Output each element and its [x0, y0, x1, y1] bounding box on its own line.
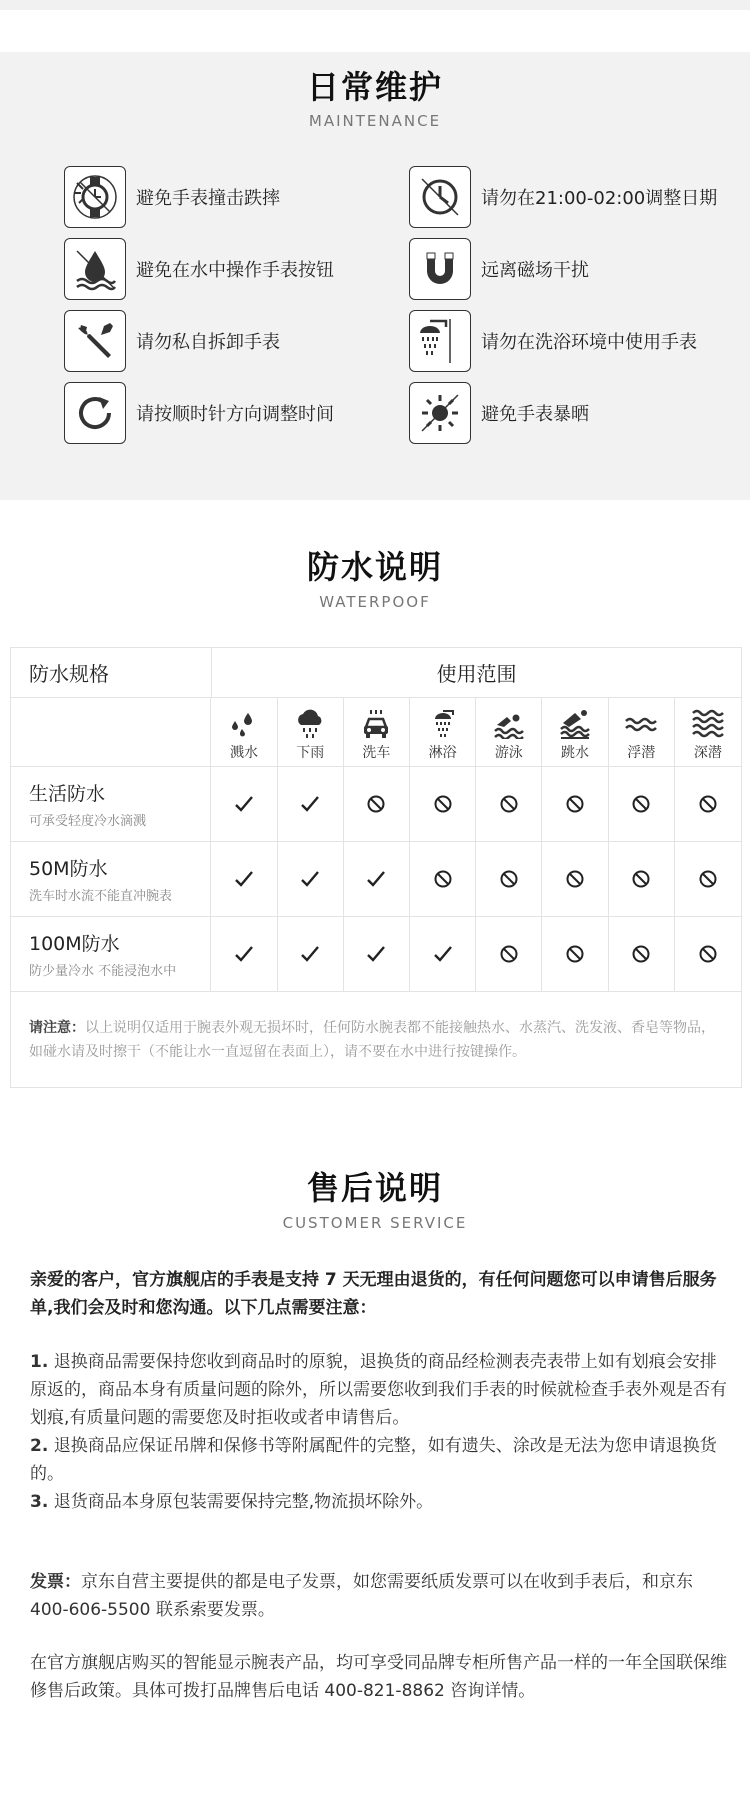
- car-wash-icon: [360, 709, 392, 739]
- maintenance-item: [64, 166, 280, 228]
- maintenance-item-text: 请勿私自拆卸手表: [136, 332, 280, 353]
- maintenance-item-text: 避免在水中操作手表按钮: [136, 260, 334, 281]
- prohibited-icon: [609, 767, 675, 841]
- swim-icon: [493, 709, 525, 739]
- table-row: [11, 842, 741, 917]
- activity-rain: 下雨: [278, 698, 344, 766]
- prohibited-icon: [410, 842, 476, 916]
- no-clock-adjust-icon: [409, 166, 471, 228]
- prohibited-icon: [410, 767, 476, 841]
- check-icon: [278, 767, 344, 841]
- check-icon: [410, 917, 476, 991]
- maintenance-section: [0, 52, 750, 500]
- prohibited-icon: [476, 917, 542, 991]
- prohibited-icon: [344, 767, 410, 841]
- no-sun-icon: [409, 382, 471, 444]
- maintenance-item: [409, 382, 589, 444]
- splash-icon: [228, 709, 260, 739]
- magnet-icon: [409, 238, 471, 300]
- warranty-info: 在官方旗舰店购买的智能显示腕表产品，均可享受同品牌专柜所售产品一样的一年全国联保维修售后政策。具体可拨打品牌售后电话 400-821-8862 咨询详情。: [30, 1653, 727, 1701]
- spec-desc: 防少量冷水 不能浸泡水中: [29, 964, 177, 979]
- rule-item: 3. 退货商品本身原包装需要保持完整,物流损坏除外。: [30, 1492, 434, 1512]
- maintenance-title: 日常维护: [306, 68, 443, 106]
- table-row: [11, 917, 741, 992]
- check-icon: [211, 767, 277, 841]
- service-rules: [30, 1348, 730, 1516]
- prohibited-icon: [542, 767, 608, 841]
- prohibited-icon: [609, 917, 675, 991]
- rule-item: 1. 退换商品需要保持您收到商品时的原貌，退换货的商品经检测表壳表带上如有划痕会安排原返的，商品本身有质量问题的除外，所以需要您收到我们手表的时候就检查手表外观是否有划痕,有质量问题的需要您及时拒收或者申请售后。: [30, 1352, 727, 1428]
- spec-name: 生活防水: [29, 783, 106, 805]
- prohibited-icon: [476, 842, 542, 916]
- maintenance-item: [64, 382, 334, 444]
- prohibited-icon: [675, 767, 741, 841]
- activity-shower: 淋浴: [410, 698, 476, 766]
- maintenance-item: [409, 310, 697, 372]
- waterproof-subtitle: WATERPOOF: [319, 593, 431, 611]
- check-icon: [211, 842, 277, 916]
- activity-snorkel: 浮潜: [609, 698, 675, 766]
- service-intro: 亲爱的客户，官方旗舰店的手表是支持 7 天无理由退货的，有任何问题您可以申请售后服务单,我们会及时和您沟通。以下几点需要注意：: [30, 1270, 717, 1318]
- watch-impact-icon: [64, 166, 126, 228]
- spec-name: 100M防水: [29, 933, 120, 955]
- check-icon: [278, 842, 344, 916]
- rain-icon: [294, 709, 326, 739]
- snorkel-icon: [625, 709, 657, 739]
- maintenance-item-text: 避免手表暴晒: [481, 404, 589, 425]
- maintenance-item: [64, 310, 280, 372]
- check-icon: [211, 917, 277, 991]
- rule-item: 2. 退换商品应保证吊牌和保修书等附属配件的完整，如有遗失、涂改是无法为您申请退换货的。: [30, 1436, 717, 1484]
- waterproof-note: [11, 992, 741, 1087]
- activity-dive: 跳水: [542, 698, 608, 766]
- check-icon: [344, 917, 410, 991]
- spec-desc: 洗车时水流不能直冲腕表: [29, 889, 173, 904]
- prohibited-icon: [476, 767, 542, 841]
- maintenance-item: [409, 166, 717, 228]
- shower-icon: [427, 709, 459, 739]
- table-header-row: [11, 648, 741, 698]
- spec-header: 防水规格: [11, 648, 212, 697]
- prohibited-icon: [542, 917, 608, 991]
- prohibited-icon: [609, 842, 675, 916]
- top-divider: [0, 0, 750, 10]
- invoice-info: [30, 1568, 730, 1624]
- activity-swim: 游泳: [476, 698, 542, 766]
- maintenance-item-text: 请勿在洗浴环境中使用手表: [481, 332, 697, 353]
- maintenance-item-text: 远离磁场干扰: [481, 260, 589, 281]
- activity-car-wash: 洗车: [344, 698, 410, 766]
- maintenance-subtitle: MAINTENANCE: [308, 112, 442, 130]
- prohibited-icon: [675, 917, 741, 991]
- spec-name-cell: [11, 767, 211, 841]
- maintenance-item-text: 请按顺时针方向调整时间: [136, 404, 334, 425]
- spec-name-cell: [11, 917, 211, 991]
- activity-icon-row: [11, 698, 741, 767]
- spec-name-cell: [11, 842, 211, 916]
- deep-dive-icon: [692, 709, 724, 739]
- spec-name: 50M防水: [29, 858, 108, 880]
- invoice-text: 京东自营主要提供的都是电子发票，如您需要纸质发票可以在收到手表后，和京东400-606-5500 联系索要发票。: [30, 1572, 693, 1620]
- spec-desc: 可承受轻度冷水滴溅: [29, 814, 147, 829]
- usage-header: 使用范围: [436, 662, 517, 686]
- check-icon: [278, 917, 344, 991]
- waterproof-table: [10, 647, 742, 1088]
- activity-deep-dive: 深潜: [675, 698, 741, 766]
- maintenance-item: [409, 238, 589, 300]
- dive-icon: [559, 709, 591, 739]
- maintenance-item: [64, 238, 334, 300]
- clockwise-icon: [64, 382, 126, 444]
- prohibited-icon: [675, 842, 741, 916]
- water-drop-icon: [64, 238, 126, 300]
- tools-icon: [64, 310, 126, 372]
- check-icon: [344, 842, 410, 916]
- waterproof-title: 防水说明: [306, 548, 443, 586]
- note-label: 请注意：: [29, 1020, 85, 1036]
- activity-splash: 溅水: [211, 698, 277, 766]
- maintenance-item-text: 请勿在21:00-02:00调整日期: [481, 188, 718, 209]
- table-row: [11, 767, 741, 842]
- prohibited-icon: [542, 842, 608, 916]
- service-subtitle: CUSTOMER SERVICE: [282, 1214, 468, 1232]
- maintenance-item-text: 避免手表撞击跌摔: [136, 188, 280, 209]
- service-title: 售后说明: [306, 1169, 443, 1207]
- no-shower-icon: [409, 310, 471, 372]
- invoice-label: 发票：: [30, 1572, 81, 1592]
- note-text: 以上说明仅适用于腕表外观无损坏时，任何防水腕表都不能接触热水、水蒸汽、洗发液、香皂等物品，如碰水请及时擦干（不能让水一直逗留在表面上），请不要在水中进行按键操作。: [29, 1020, 715, 1060]
